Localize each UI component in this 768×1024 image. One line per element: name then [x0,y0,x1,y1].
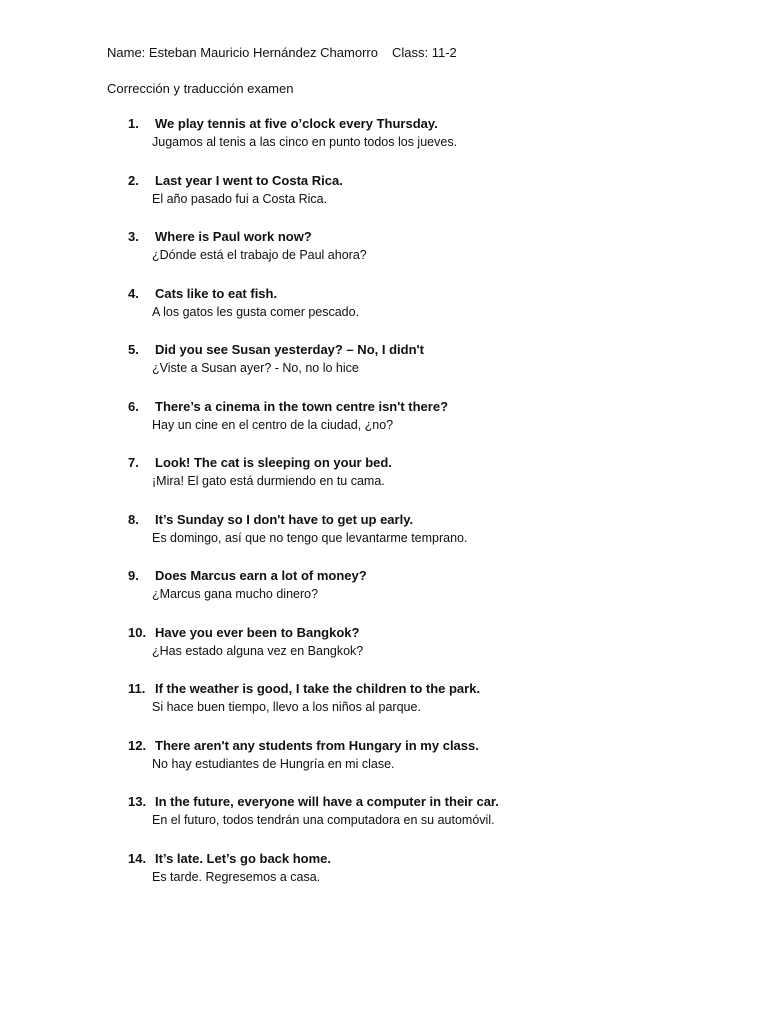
spanish-translation: Hay un cine en el centro de la ciudad, ¿no? [152,417,394,432]
item-number: 4. [128,285,139,301]
list-item [0,173,768,230]
item-number: 14. [128,850,147,866]
spanish-translation: ¡Mira! El gato está durmiendo en tu cama. [152,474,385,488]
spanish-translation: Si hace buen tiempo, llevo a los niños al parque. [152,700,421,714]
item-number: 9. [128,568,139,583]
spanish-translation: Es tarde. Regresemos a casa. [152,869,321,884]
list-item [0,116,768,173]
english-sentence: Last year I went to Costa Rica. [155,172,343,188]
spanish-translation: El año pasado fui a Costa Rica. [152,191,328,206]
class-label: Class: 11-2 [391,45,457,60]
list-item [0,512,768,569]
item-number: 8. [128,511,139,527]
item-number: 3. [128,229,139,244]
english-sentence: If the weather is good, I take the children to the park. [155,681,481,696]
list-item [0,738,768,795]
item-number: 7. [128,455,139,470]
item-number: 5. [128,342,139,357]
spanish-translation: No hay estudiantes de Hungría en mi clase. [152,756,395,771]
list-item [0,568,768,625]
english-sentence: Where is Paul work now? [155,229,312,244]
spanish-translation: ¿Dónde está el trabajo de Paul ahora? [152,248,367,262]
item-number: 12. [128,737,147,753]
english-sentence: There aren't any students from Hungary in my class. [155,737,479,753]
header-line [107,45,457,60]
spanish-translation: Jugamos al tenis a las cinco en punto todos los jueves. [152,135,458,149]
item-number: 2. [128,172,139,188]
list-item [0,342,768,399]
english-sentence: Did you see Susan yesterday? – No, I didn't [155,342,424,357]
spanish-translation: ¿Viste a Susan ayer? - No, no lo hice [152,361,359,375]
list-item [0,794,768,851]
student-name: Name: Esteban Mauricio Hernández Chamorro [107,45,378,60]
english-sentence: We play tennis at five o’clock every Thursday. [155,116,438,131]
item-number: 11. [128,681,146,696]
item-number: 1. [128,116,139,131]
list-item [0,851,768,908]
list-item [0,625,768,682]
spanish-translation: ¿Has estado alguna vez en Bangkok? [152,643,364,658]
english-sentence: There’s a cinema in the town centre isn't there? [155,398,449,414]
spanish-translation: ¿Marcus gana mucho dinero? [152,587,319,601]
list-item [0,681,768,738]
spanish-translation: A los gatos les gusta comer pescado. [152,304,360,319]
item-number: 13. [128,794,147,809]
document-subtitle: Corrección y traducción examen [107,81,294,96]
english-sentence: Does Marcus earn a lot of money? [155,568,367,583]
exercise-list [0,116,768,907]
english-sentence: It’s late. Let’s go back home. [155,850,332,866]
list-item [0,229,768,286]
spanish-translation: Es domingo, así que no tengo que levantarme temprano. [152,530,468,545]
list-item [0,455,768,512]
english-sentence: Have you ever been to Bangkok? [155,624,360,640]
english-sentence: Look! The cat is sleeping on your bed. [155,455,392,470]
spanish-translation: En el futuro, todos tendrán una computadora en su automóvil. [152,813,495,827]
item-number: 6. [128,398,139,414]
list-item [0,286,768,343]
english-sentence: Cats like to eat fish. [155,285,278,301]
english-sentence: In the future, everyone will have a computer in their car. [155,794,499,809]
item-number: 10. [128,624,147,640]
list-item [0,399,768,456]
english-sentence: It’s Sunday so I don't have to get up early. [155,511,414,527]
